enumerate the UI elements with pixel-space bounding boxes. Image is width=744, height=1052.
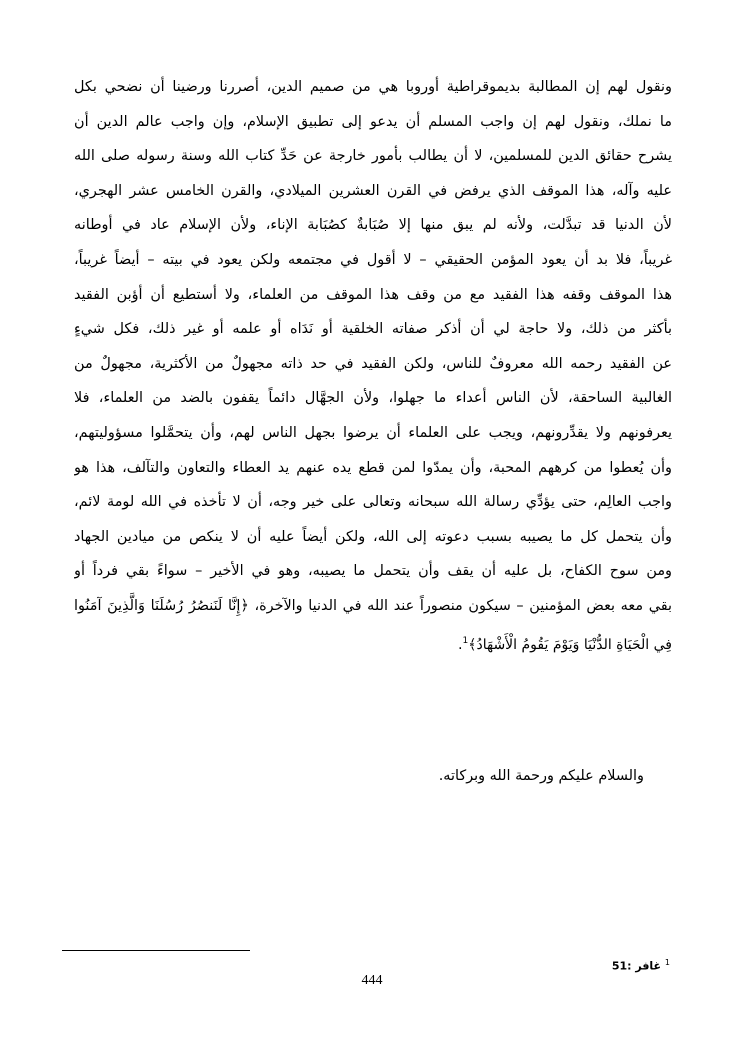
body-line: ما نملك، ونقول لهم إن واجب المسلم أن يدعو إلى تطبيق الإسلام، وإن واجب عالم الدين أن [74, 113, 672, 130]
body-line: ومن سوح الكفاح، بل عليه أن يقف وأن يتحمل ما يصيبه، وهو في الأخير – سواءً بقي فرداً أو [74, 563, 672, 580]
footnote [612, 958, 670, 973]
body-line: بأكثر من ذلك، ولا حاجة لي أن أذكر صفاته الخلقية أو نَدَاه أو علمه أو غير ذلك، فكل شيءٍ [74, 321, 672, 338]
footnote-text: غافر :51 [611, 959, 662, 973]
body-line: يشرح حقائق الدين للمسلمين، لا أن يطالب بأمور خارجة عن حَدِّ كتاب الله وسنة رسوله صلى الله [74, 148, 672, 165]
footnote-number: 1 [664, 958, 670, 967]
page-number: 444 [361, 973, 383, 988]
body-line: عليه وآله، هذا الموقف الذي يرفض في القرن العشرين الميلادي، والقرن الخامس عشر الهجري، [74, 182, 672, 199]
main-paragraph [74, 70, 672, 662]
verse-line [74, 624, 672, 662]
verse-end-punctuation: . [457, 636, 463, 653]
body-line: لأن الدنيا قد تبدَّلت، ولأنه لم يبق منها إلا صُبَابةٌ كصُبَابة الإناء، ولأن الإسلام عاد في أوطانه [74, 217, 672, 234]
footnote-divider [62, 950, 250, 951]
body-line: عن الفقيد رحمه الله معروفٌ للناس، ولكن الفقيد في حد ذاته مجهولٌ من الأكثرية، مجهولٌ من [74, 355, 672, 372]
body-line: بقي معه بعض المؤمنين – سيكون منصوراً عند الله في الدنيا والآخرة، ﴿إِنَّا لَنَنصُرُ رُسُلَنَا وَالَّذِينَ آمَنُوا [74, 597, 672, 614]
quran-verse: فِي الْحَيَاةِ الدُّنْيَا وَيَوْمَ يَقُومُ الْأَشْهَادُ﴾ [468, 636, 672, 653]
body-line: هذا الموقف وقفه هذا الفقيد مع من وقف هذا الموقف من العلماء، ولا أستطيع أن أؤبن الفقيد [74, 286, 672, 303]
closing-salutation: والسلام عليكم ورحمة الله وبركاته. [438, 768, 644, 784]
body-line: وأن يُعطوا من كرههم المحبة، وأن يمدّوا لمن قطع يده عنهم يد العطاء والتعاون والتآلف، هذا هو [74, 459, 672, 476]
body-line: غريباً، فلا بد أن يعود المؤمن الحقيقي – لا أقول في مجتمعه ولكن يعود في بيته – أيضاً غريباً، [74, 251, 672, 268]
body-line: يعرفونهم ولا يقدِّرونهم، ويجب على العلماء أن يرضوا بجهل الناس لهم، وأن يتحمَّلوا مسؤوليتهم، [74, 424, 672, 441]
body-line: ونقول لهم إن المطالبة بديموقراطية أوروبا هي من صميم الدين، أصررنا ورضينا أن نضحي بكل [74, 79, 672, 95]
footnote-reference[interactable]: 1 [462, 635, 469, 646]
body-line: وأن يتحمل كل ما يصيبه بسبب دعوته إلى الله، ولكن أيضاً عليه أن لا ينكص من ميادين الجهاد [74, 528, 672, 545]
body-line: واجب العالِم، حتى يؤدِّي رسالة الله سبحانه وتعالى على خير وجه، أن لا تأخذه في الله لومة لائم، [74, 494, 672, 511]
body-line: الغالبية الساحقة، لأن الناس أعداء ما جهلوا، ولأن الجهَّال دائماً يقفون بالضد من العلماء، فلا [74, 390, 672, 407]
